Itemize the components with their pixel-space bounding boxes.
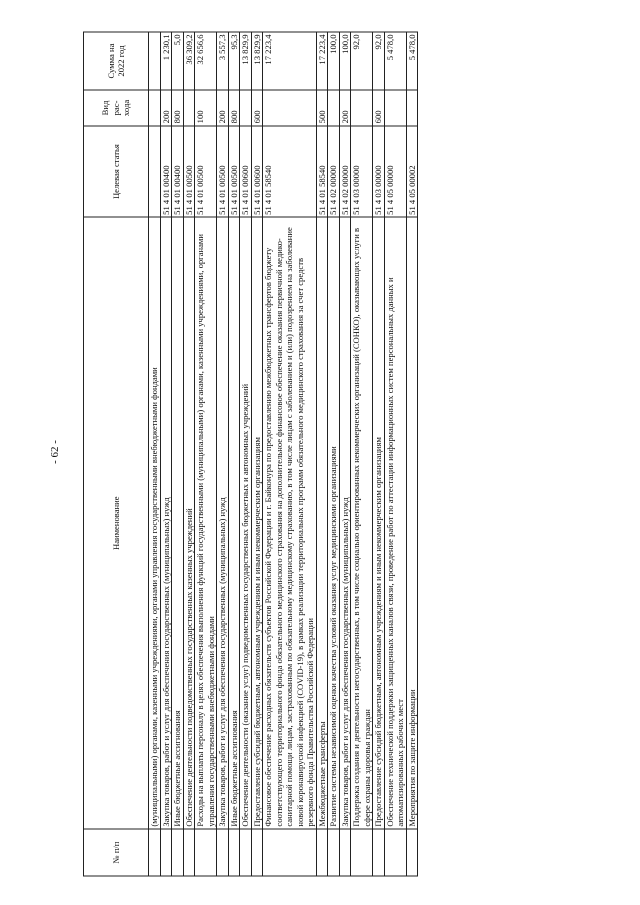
cell-number — [183, 829, 195, 876]
budget-table — [83, 32, 418, 877]
cell-target-article: 51 4 05 00002 — [406, 126, 418, 218]
budget-table-container — [83, 32, 513, 877]
cell-number — [160, 829, 172, 876]
cell-sum: 17 223,4 — [263, 32, 317, 90]
cell-expense-type — [406, 90, 418, 126]
table-row — [172, 32, 184, 876]
header-expense-type: Вид рас-хода — [84, 90, 149, 126]
cell-sum: 100,0 — [328, 32, 340, 90]
cell-expense-type: 100 — [195, 90, 217, 126]
cell-name: Обеспечение технической поддержки защищенных каналов связи, проведение работ по аттестации информационных систем персональных данных и автоматизированных рабочих мест — [384, 217, 406, 829]
table-row — [384, 32, 406, 876]
table-body — [149, 32, 418, 876]
cell-expense-type: 800 — [228, 90, 240, 126]
cell-target-article: 51 4 01 58540 — [263, 126, 317, 218]
cell-number — [406, 829, 418, 876]
cell-name: Закупка товаров, работ и услуг для обеспечения государственных (муниципальных) нужд — [217, 217, 229, 829]
header-sum-2022: Сумма на 2022 год — [84, 32, 149, 90]
cell-number — [149, 829, 161, 876]
cell-expense-type — [328, 90, 340, 126]
cell-expense-type: 600 — [373, 90, 385, 126]
cell-name: Иные бюджетные ассигнования — [228, 217, 240, 829]
cell-expense-type: 200 — [339, 90, 351, 126]
cell-name: Закупка товаров, работ и услуг для обеспечения государственных (муниципальных) нужд — [160, 217, 172, 829]
table-row — [328, 32, 340, 876]
table-row — [251, 32, 263, 876]
cell-name: (муниципальными) органами, казенными учреждениями, органами управления государственными внебюджетными фондами — [149, 217, 161, 829]
cell-expense-type: 800 — [172, 90, 184, 126]
table-row — [316, 32, 328, 876]
cell-expense-type — [384, 90, 406, 126]
header-name: Наименование — [84, 217, 149, 829]
cell-target-article: 51 4 01 58540 — [316, 126, 328, 218]
cell-target-article: 51 4 02 00000 — [339, 126, 351, 218]
header-target-article: Целевая статья — [84, 126, 149, 218]
cell-target-article: 51 4 01 00400 — [160, 126, 172, 218]
cell-sum: 36 309,2 — [183, 32, 195, 90]
cell-number — [328, 829, 340, 876]
cell-expense-type: 200 — [160, 90, 172, 126]
table-row — [195, 32, 217, 876]
cell-target-article: 51 4 05 00000 — [384, 126, 406, 218]
cell-expense-type — [183, 90, 195, 126]
table-row — [406, 32, 418, 876]
header-number: № п/п — [84, 829, 149, 876]
cell-number — [351, 829, 373, 876]
cell-sum: 5 478,0 — [406, 32, 418, 90]
cell-sum: 32 656,6 — [195, 32, 217, 90]
cell-name: Финансовое обеспечение расходных обязательств субъектов Российской Федерации и г. Байконура по предоставлению межбюджетных трансфертов бюджету соответствующего территориального фонда обязательного медицинского страхования на дополнительное финансовое обеспечение оказания первичной медико-санитарной помощи лицам, застрахованным по обязательному медицинскому страхованию, в том числе лицам с заболеванием и (или) подозрением на заболевание новой коронавирусной инфекцией (COVID-19), в рамках реализации территориальных программ обязательного медицинского страхования за счет средств резервного фонда Правительства Российской Федерации — [263, 217, 317, 829]
cell-number — [263, 829, 317, 876]
cell-number — [339, 829, 351, 876]
cell-number — [228, 829, 240, 876]
cell-sum: 92,0 — [351, 32, 373, 90]
cell-name: Расходы на выплаты персоналу в целях обеспечения выполнения функций государственными (муниципальными) органами, казенными учреждениями, органами управления государственными внебюджетными фондами — [195, 217, 217, 829]
cell-expense-type: 600 — [251, 90, 263, 126]
cell-name: Межбюджетные трансферты — [316, 217, 328, 829]
table-row — [351, 32, 373, 876]
table-row — [149, 32, 161, 876]
cell-target-article: 51 4 01 00600 — [240, 126, 252, 218]
cell-sum: 1 230,1 — [160, 32, 172, 90]
cell-target-article: 51 4 01 00500 — [217, 126, 229, 218]
cell-name: Иные бюджетные ассигнования — [172, 217, 184, 829]
table-row — [217, 32, 229, 876]
cell-sum: 13 829,9 — [240, 32, 252, 90]
table-row — [183, 32, 195, 876]
cell-target-article: 51 4 01 00600 — [251, 126, 263, 218]
table-header-row — [84, 32, 149, 876]
cell-name: Обеспечение деятельности (оказание услуг) подведомственных государственных бюджетных и автономных учреждений — [240, 217, 252, 829]
cell-expense-type: 500 — [316, 90, 328, 126]
cell-target-article: 51 4 01 00500 — [228, 126, 240, 218]
cell-number — [240, 829, 252, 876]
table-row — [240, 32, 252, 876]
page-number: - 62 - — [49, 440, 61, 464]
cell-expense-type: 200 — [217, 90, 229, 126]
table-row — [228, 32, 240, 876]
cell-number — [217, 829, 229, 876]
cell-name: Поддержка создания и деятельности негосударственных, в том числе социально ориентированных некоммерческих организаций (СОНКО), оказывающих услуги в сфере охраны здоровья граждан — [351, 217, 373, 829]
cell-name: Предоставление субсидий бюджетным, автономным учреждениям и иным некоммерческим организациям — [373, 217, 385, 829]
cell-name: Обеспечение деятельности подведомственных государственных казенных учреждений — [183, 217, 195, 829]
cell-name: Развитие системы независимой оценки качества условий оказания услуг медицинскими организациями — [328, 217, 340, 829]
cell-sum: 17 223,4 — [316, 32, 328, 90]
cell-target-article: 51 4 03 00000 — [373, 126, 385, 218]
cell-sum: 5,0 — [172, 32, 184, 90]
cell-name: Мероприятия по защите информации — [406, 217, 418, 829]
cell-target-article — [149, 126, 161, 218]
cell-target-article: 51 4 01 00500 — [195, 126, 217, 218]
cell-sum: 92,0 — [373, 32, 385, 90]
table-row — [160, 32, 172, 876]
cell-number — [195, 829, 217, 876]
cell-number — [373, 829, 385, 876]
cell-name: Закупка товаров, работ и услуг для обеспечения государственных (муниципальных) нужд — [339, 217, 351, 829]
cell-target-article: 51 4 01 00400 — [172, 126, 184, 218]
cell-sum: 5 478,0 — [384, 32, 406, 90]
cell-expense-type — [149, 90, 161, 126]
cell-number — [251, 829, 263, 876]
cell-sum: 3 557,3 — [217, 32, 229, 90]
cell-sum — [149, 32, 161, 90]
table-row — [263, 32, 317, 876]
cell-sum: 100,0 — [339, 32, 351, 90]
cell-number — [316, 829, 328, 876]
cell-sum: 95,3 — [228, 32, 240, 90]
cell-target-article: 51 4 01 00500 — [183, 126, 195, 218]
cell-number — [384, 829, 406, 876]
cell-name: Предоставление субсидий бюджетным, автономным учреждениям и иным некоммерческим организациям — [251, 217, 263, 829]
cell-target-article: 51 4 02 00000 — [328, 126, 340, 218]
cell-target-article: 51 4 03 00000 — [351, 126, 373, 218]
cell-expense-type — [263, 90, 317, 126]
table-row — [373, 32, 385, 876]
cell-expense-type — [240, 90, 252, 126]
cell-sum: 13 829,9 — [251, 32, 263, 90]
cell-number — [172, 829, 184, 876]
cell-expense-type — [351, 90, 373, 126]
table-row — [339, 32, 351, 876]
